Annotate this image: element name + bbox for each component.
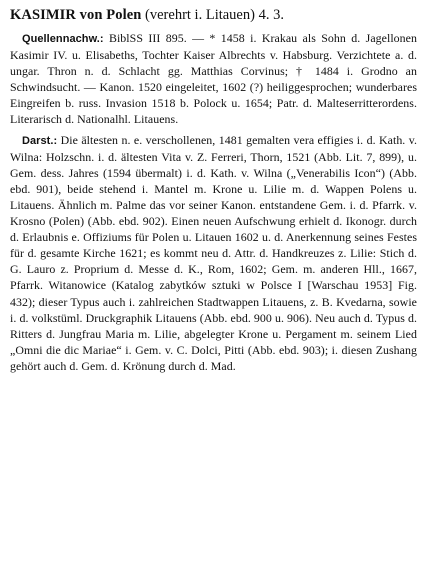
sources-text: BiblSS III 895. — * 1458 i. Krakau als Sohn d. Jagellonen Kasimir IV. u. Elisabeths, Tochter Kaiser Albrechts v. Habsburg. Verzichtete a. d. ungar. Thron n. d. Schlacht gg. Matthias Corvinus; † 1484 i. Grodno an Schwindsucht. — Kanon. 1520 eingeleitet, 1602 (?) heiliggesprochen; wunderbares Eingreifen b. russ. Invasion 1518 b. Polock u. 1654; Patr. d. Malteserritterordens. Literarisch d. Nationalhl. Litauens. bbox=[10, 31, 417, 127]
veneration-note: (verehrt i. Litauen) bbox=[145, 7, 255, 23]
depiction-label: Darst.: bbox=[22, 134, 58, 147]
saint-name: KASIMIR von Polen bbox=[10, 7, 142, 23]
sources-label: Quellennachw.: bbox=[22, 33, 104, 45]
sources-paragraph bbox=[10, 30, 417, 128]
depiction-paragraph bbox=[10, 132, 417, 374]
dictionary-entry bbox=[10, 5, 417, 378]
feast-date: 4. 3. bbox=[258, 7, 284, 23]
entry-title bbox=[10, 5, 417, 25]
depiction-text: Die ältesten n. e. verschollenen, 1481 gemalten vera effigies i. d. Kath. v. Wilna: Holzschn. i. d. ältesten Vita v. Z. Ferreri, Thorn, 1521 (Abb. Lit. 7, 899), u. Gem. dess. Jahres (1594 übermalt) i. d. Kath. v. Wilna („Venerabilis Icon“) (Abb. ebd. 901), beide stehend i. Mantel m. Krone u. Lilie m. d. Wappen Polens u. Litauens. Ähnlich m. Palme das vor seiner Kanon. entstandene Gem. i. d. Pfarrk. v. Krosno (Polen) (Abb. ebd. 902). Einen neuen Aufschwung erhielt d. Ikonogr. durch d. Erlaubnis e. Offiziums für Polen u. Litauen 1602 u. d. Anerkennung seines Festes für d. gesamte Kirche 1621; es kommt neu d. Attr. d. Handkreuzes z. Lilie: Stich d. G. Lauro z. Proprium d. Messe d. K., Rom, 1602; Gem. m. anderen Hll., 1667, Pfarrk. Witanowice (Katalog zabytków sztuki w Polsce I [Warschau 1953] Fig. 432); dieser Typus auch i. zahlreichen Stadtwappen Litauens, z. B. Kvedarna, sowie i. d. volkstüml. Druckgraphik Litauens (Abb. ebd. 900 u. 906). Neu auch d. Typus d. Ritters d. Jungfrau Maria m. Lilie, abgelegter Krone u. Pergament m. seinem Lied „Omni die dic Mariae“ i. Gem. v. C. Dolci, Pitti (Abb. ebd. 903); i. diesen Zushang gehört auch d. Gem. d. Krönung durch d. Mad. bbox=[10, 132, 417, 373]
